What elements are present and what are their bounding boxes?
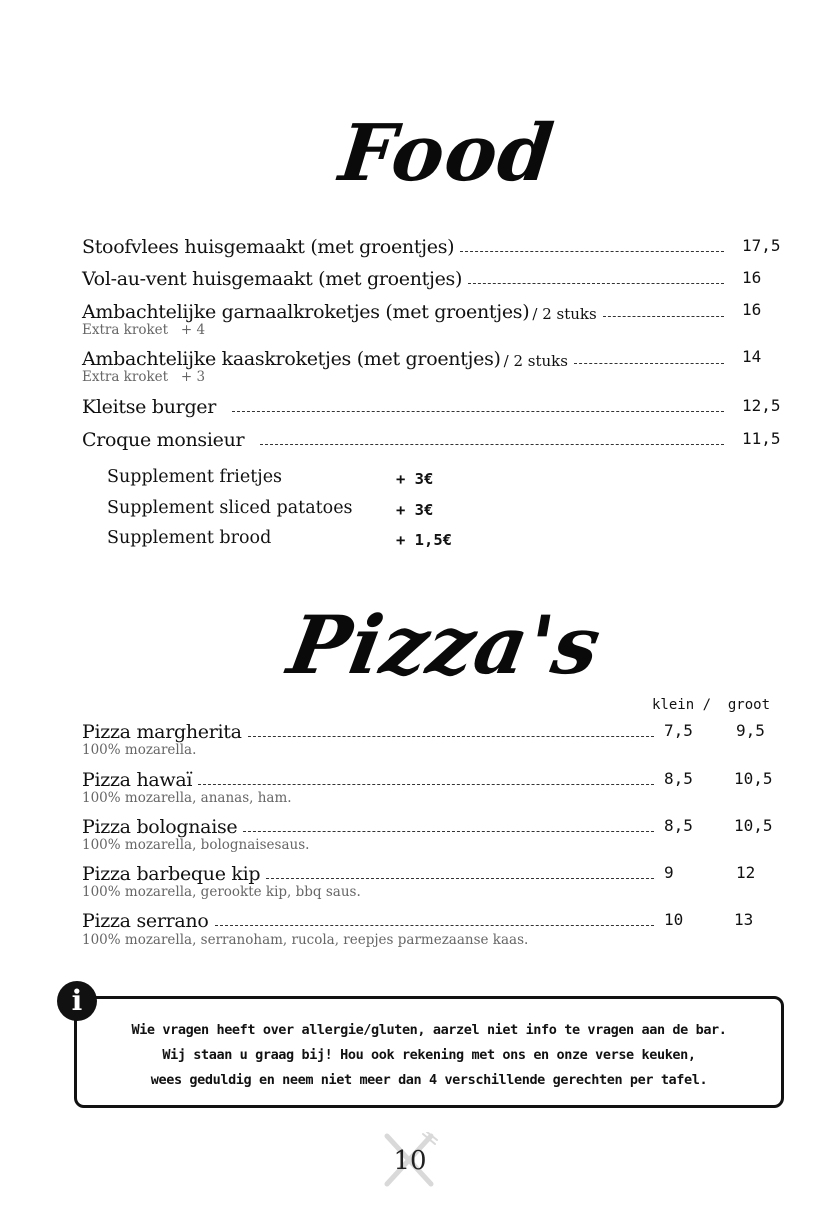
item-name: Pizza bolognaise	[82, 816, 238, 838]
pizza-item-margherita	[82, 717, 662, 743]
supplement-price: + 1,5€	[396, 531, 452, 549]
food-title: Food	[335, 108, 559, 199]
item-name: Pizza margherita	[82, 721, 242, 743]
item-name: Ambachtelijke kaaskroketjes (met groentjes)	[82, 348, 501, 370]
size-column-header: klein / groot	[652, 697, 771, 713]
price-large: 9,5	[736, 721, 765, 740]
pizza-item-barbeque-kip	[82, 859, 662, 885]
item-name: Pizza serrano	[82, 910, 209, 932]
dot-leader	[468, 283, 724, 284]
price-small: 9	[664, 863, 674, 882]
info-text-line: wees geduldig en neem niet meer dan 4 verschillende gerechten per tafel.	[150, 1072, 708, 1088]
item-name: Pizza barbeque kip	[82, 863, 261, 885]
menu-item-kleitse-burger	[82, 392, 732, 418]
item-price: 16	[742, 300, 762, 319]
supplement-price: + 3€	[396, 470, 434, 488]
item-name: Vol-au-vent huisgemaakt (met groentjes)	[82, 268, 463, 290]
price-small: 7,5	[664, 721, 693, 740]
item-description: 100% mozarella, ananas, ham.	[82, 790, 292, 806]
info-text-line: Wie vragen heeft over allergie/gluten, aarzel niet info te vragen aan de bar.	[131, 1022, 727, 1038]
price-small: 8,5	[664, 816, 693, 835]
menu-item-kaaskroketjes	[82, 344, 732, 370]
dot-leader	[198, 784, 654, 785]
price-large: 10,5	[734, 816, 773, 835]
item-name: Ambachtelijke garnaalkroketjes (met groentjes)	[82, 301, 530, 323]
item-extra: Extra kroket + 4	[82, 322, 206, 338]
page-number: 10	[393, 1146, 427, 1176]
item-name: Pizza hawaï	[82, 769, 193, 791]
dot-leader	[243, 831, 654, 832]
item-price: 16	[742, 268, 762, 287]
item-description: 100% mozarella, serranoham, rucola, reepjes parmezaanse kaas.	[82, 932, 529, 948]
item-description: 100% mozarella, gerookte kip, bbq saus.	[82, 884, 361, 900]
pizza-item-hawai	[82, 765, 662, 791]
item-name: Stoofvlees huisgemaakt (met groentjes)	[82, 236, 455, 258]
item-description: 100% mozarella.	[82, 742, 197, 758]
dot-leader	[460, 251, 724, 252]
pizza-item-bolognaise	[82, 812, 662, 838]
price-small: 8,5	[664, 769, 693, 788]
pizza-item-serrano	[82, 906, 662, 932]
item-portion: / 2 stuks	[503, 352, 568, 370]
dot-leader	[232, 411, 724, 412]
menu-item-vol-au-vent	[82, 264, 732, 290]
info-text-line: Wij staan u graag bij! Hou ook rekening met ons en onze verse keuken,	[162, 1047, 696, 1063]
dot-leader	[574, 363, 724, 364]
item-price: 12,5	[742, 396, 781, 415]
dot-leader	[266, 878, 654, 879]
info-icon: i	[57, 981, 97, 1021]
dot-leader	[260, 444, 724, 445]
menu-item-stoofvlees	[82, 232, 732, 258]
supplement-price: + 3€	[396, 501, 434, 519]
price-large: 10,5	[734, 769, 773, 788]
item-name: Kleitse burger	[82, 396, 217, 418]
item-price: 14	[742, 347, 762, 366]
dot-leader	[248, 736, 654, 737]
dot-leader	[603, 316, 724, 317]
item-price: 11,5	[742, 429, 781, 448]
price-large: 13	[734, 910, 754, 929]
dot-leader	[215, 925, 654, 926]
menu-item-garnaalkroketjes	[82, 297, 732, 323]
supplement-name: Supplement brood	[107, 528, 272, 548]
menu-item-croque-monsieur	[82, 425, 732, 451]
pizza-title: Pizza's	[281, 598, 609, 692]
price-large: 12	[736, 863, 756, 882]
supplement-name: Supplement sliced patatoes	[107, 498, 353, 518]
item-name: Croque monsieur	[82, 429, 245, 451]
supplement-name: Supplement frietjes	[107, 467, 283, 487]
item-description: 100% mozarella, bolognaisesaus.	[82, 837, 310, 853]
item-extra: Extra kroket + 3	[82, 369, 206, 385]
item-portion: / 2 stuks	[532, 305, 597, 323]
price-small: 10	[664, 910, 684, 929]
item-price: 17,5	[742, 236, 781, 255]
